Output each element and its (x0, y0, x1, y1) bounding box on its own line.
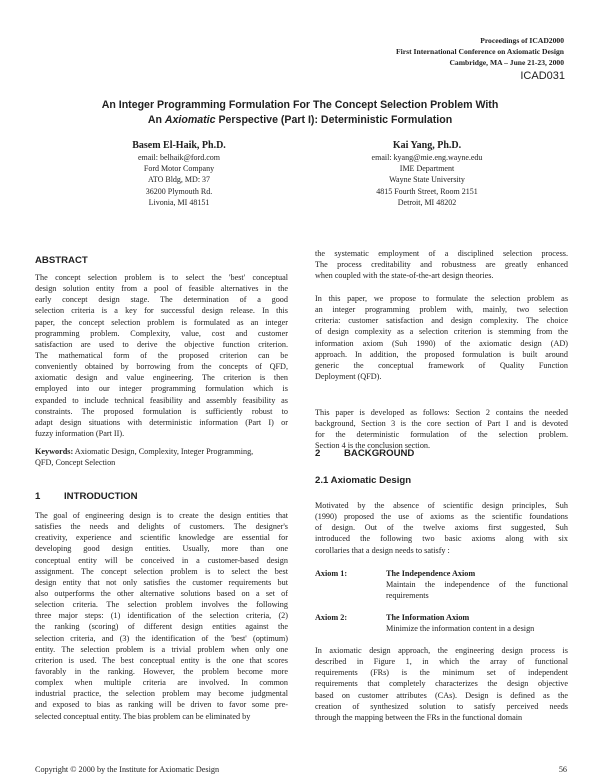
conference-location-date: Cambridge, MA – June 21-23, 2000 (449, 58, 564, 67)
text-line: selection criteria. The selection problem involves the following (35, 600, 288, 610)
axiom-title: The Independence Axiom (386, 569, 476, 578)
text-line: approach. In addition, the proposed formulation is built around (315, 349, 568, 359)
author-name: Basem El-Haik, Ph.D. (132, 140, 226, 151)
section-title: INTRODUCTION (64, 491, 138, 502)
author-block-2 (307, 139, 547, 208)
text-line: industrial practice, the selection problem may become judgmental (35, 689, 288, 699)
author-email: email: belhaik@ford.com (137, 153, 220, 162)
introduction-text (35, 510, 288, 722)
text-line: the systematic employment of a disciplined selection process. (315, 249, 568, 258)
text-line: design solution entity from a pool of feasible alternatives in the (35, 284, 288, 294)
proceedings-title: Proceedings of ICAD2000 (480, 36, 564, 45)
text-line: The mathematical form of the proposed criterion can be (35, 350, 288, 360)
text-line: satisfaction are used to derive the objective function criterion. (35, 339, 288, 349)
text-line: axiomatic design and value engineering. The criterion is then (35, 373, 288, 383)
section-title: BACKGROUND (344, 448, 415, 459)
text-line: fuzzy information (Part II). (35, 428, 125, 438)
author-address: ATO Bldg, MD: 37 (147, 175, 211, 185)
text-line: corollaries that a design needs to satisfy : (315, 545, 450, 555)
axiom-text: Minimize the information content in a design (386, 624, 535, 634)
text-line: criterion is used. The best conceptual entity is the one that scores (35, 655, 288, 665)
paper-id: ICAD031 (520, 70, 565, 82)
text-line: The process creditability and robustness are greatly enhanced (315, 260, 568, 270)
text-line: expanded to include technical feasibility and assembly feasibility as (35, 395, 288, 405)
text-line: entity. The selection problem is a trivial problem when only one (35, 644, 288, 654)
background-para-1 (315, 500, 568, 556)
text-line: developing good design entities. Usually, more than one (35, 544, 288, 554)
text-line: based on customer attributes (CAs). Design is defined as the (315, 690, 568, 700)
text-line: also outperforms the other alternative solutions based on a set of (35, 588, 288, 598)
text-line: conveniently obtained by borrowing from the concepts of QFD, (35, 362, 288, 372)
keywords-label: Keywords: (35, 447, 74, 456)
text-line: the ranking (scoring) of different design entities against the (35, 622, 288, 632)
paper-title (0, 98, 600, 127)
axiom-1 (315, 568, 568, 602)
author-address: 36200 Plymouth Rd. (145, 186, 213, 196)
text-line: This paper is developed as follows: Section 2 contains the needed (315, 408, 568, 417)
text-line: paper, the concept selection problem is formulated as an integer (35, 317, 288, 327)
author-block-1 (59, 139, 299, 208)
text-line: creation of synthesized solution to satisfy perceived needs (315, 701, 568, 711)
text-line: when coupled with the state-of-the-art design theories. (315, 271, 494, 281)
proceedings-header (396, 35, 564, 68)
keywords-line-1: Axiomatic Design, Complexity, Integer Programming, (73, 447, 254, 456)
keywords-line-2: QFD, Concept Selection (35, 458, 116, 468)
abstract-heading: ABSTRACT (35, 255, 88, 266)
text-line: constraints. The proposed formulation is sufficiently robust to (35, 406, 288, 416)
text-line: (1990) proposed the use of axioms as the scientific foundations (315, 512, 568, 522)
axiom-text: Maintain the independence of the functional (386, 580, 568, 590)
section-number: 1 (35, 491, 41, 502)
text-line: assignment. The concept selection problem is to select the best (35, 566, 288, 576)
text-line: information axiom (Suh 1990) of the axiomatic design (AD) (315, 338, 568, 348)
text-line: programming problem. Complexity, value, cost and customer (35, 328, 288, 338)
right-para-3 (315, 407, 568, 452)
author-name: Kai Yang, Ph.D. (392, 140, 462, 151)
text-line: Motivated by the absence of scientific design principles, Suh (315, 501, 568, 510)
text-line: criteria: customer satisfaction and design complexity. The choice (315, 316, 568, 326)
text-line: employed into our integer programming formulation which is (35, 384, 288, 394)
text-line: introduced the following two basic axioms along with six (315, 534, 568, 544)
text-line: Deployment (QFD). (315, 371, 382, 381)
text-line: adapt design situations with deterministic information (Part I) or (35, 417, 288, 427)
text-line: requirements (FRs) is the minimum set of independent (315, 668, 568, 678)
text-line: creativity, experience and scientific knowledge are essential for (35, 533, 288, 543)
text-line: of design complexity as a selection criterion is stemming from the (315, 327, 568, 337)
right-para-2 (315, 293, 568, 382)
author-affiliation: IME Department (399, 164, 455, 174)
text-line: The goal of engineering design is to create the design entities that (35, 511, 288, 520)
text-line: selection criteria, and (3) the identification of the 'best' (optimum) (35, 633, 288, 643)
axiom-2 (315, 612, 568, 636)
axiom-label: Axiom 2: (315, 613, 348, 622)
text-line: conceptual entity will be conceived in a customer-based design (35, 555, 288, 565)
author-address: 4815 Fourth Street, Room 2151 (376, 186, 478, 196)
text-line: through the mapping between the FRs in the functional domain (315, 712, 523, 722)
text-line: In this paper, we propose to formulate the selection problem as (315, 294, 568, 303)
author-address: Detroit, MI 48202 (397, 197, 457, 207)
conference-name: First International Conference on Axiomatic Design (396, 47, 564, 56)
text-line: an integer programming problem with, mainly, two selection (315, 305, 568, 315)
title-italic-word: Axiomatic (164, 113, 216, 126)
axiom-text: requirements (386, 591, 429, 601)
section-number: 2 (315, 448, 321, 459)
text-line: for the deterministic formulation of the selection problem. (315, 430, 568, 440)
keywords (35, 446, 288, 468)
title-line-1: An Integer Programming Formulation For The Concept Selection Problem With (101, 99, 499, 111)
text-line: of design. Out of the twelve axioms first suggested, Suh (315, 523, 568, 533)
text-line: complex when multiple criteria are involved. In common (35, 678, 288, 688)
author-address: Livonia, MI 48151 (148, 197, 210, 207)
text-line: generic the conceptual framework of Quality Function (315, 360, 568, 370)
text-line: background, Section 3 is the core section of Part I and is devoted (315, 419, 568, 429)
subsection-heading: 2.1 Axiomatic Design (315, 475, 412, 486)
text-line: Section 4 is the conclusion section. (315, 441, 431, 451)
text-line: early concept design stage. The determination of a good (35, 295, 288, 305)
text-line: In axiomatic design approach, the engineering design process is (315, 646, 568, 655)
copyright-notice: Copyright © 2000 by the Institute for Axiomatic Design (35, 765, 220, 774)
author-affiliation: Ford Motor Company (143, 164, 215, 174)
abstract-text (35, 272, 288, 439)
title-line-2-pre: An (147, 113, 165, 126)
text-line: selection criteria is a key for successful design release. In this (35, 306, 288, 316)
right-para-1 (315, 248, 568, 281)
text-line: selected conceptual entity. The bias problem can be eliminated by (35, 711, 251, 721)
page-number: 56 (558, 765, 567, 774)
text-line: satisfies the needs and delights of customers. The designer's (35, 522, 288, 532)
background-para-2 (315, 645, 568, 723)
text-line: requirements that completely characterizes the design objective (315, 679, 568, 689)
text-line: three major steps: (1) identification of the selection criteria, (2) (35, 611, 288, 621)
title-line-2 (0, 113, 600, 128)
background-heading (315, 448, 414, 459)
author-email: email: kyang@mie.eng.wayne.edu (371, 153, 483, 162)
text-line: design entity that not only satisfies the customer requirements but (35, 577, 288, 587)
author-address: Wayne State University (389, 175, 465, 185)
axiom-title: The Information Axiom (386, 613, 470, 622)
introduction-heading (35, 491, 138, 502)
title-line-2-post: Perspective (Part I): Deterministic Formulation (215, 113, 453, 126)
text-line: The concept selection problem is to select the 'best' conceptual (35, 273, 288, 282)
text-line: described in Figure 1, in which the array of functional (315, 657, 568, 667)
text-line: and exposed to bias as ranking will be driven to favor some pre- (35, 700, 288, 710)
text-line: favorably in the ranking. However, the problem become more (35, 666, 288, 676)
axiom-label: Axiom 1: (315, 569, 348, 578)
